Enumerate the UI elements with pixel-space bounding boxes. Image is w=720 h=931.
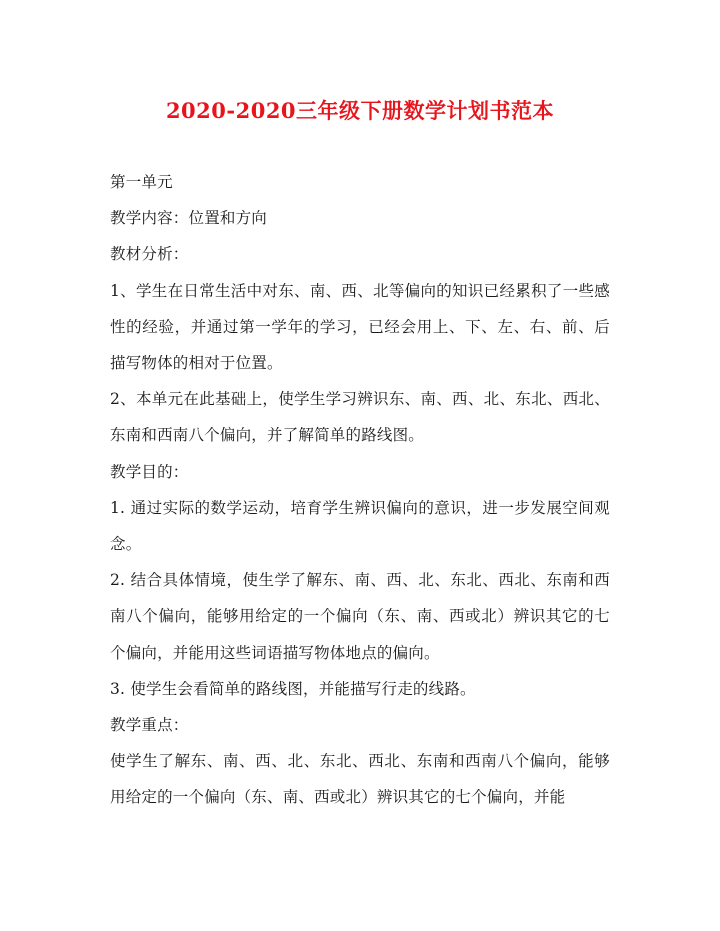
paragraph-teaching-content: 教学内容：位置和方向	[110, 209, 268, 228]
document-body	[110, 164, 610, 816]
paragraph-key-points-heading: 教学重点：	[110, 716, 189, 735]
paragraph-material-analysis-heading: 教材分析：	[110, 245, 189, 264]
paragraph-analysis-item-1: 1、学生在日常生活中对东、南、西、北等偏向的知识已经累积了一些感性的经验，并通过第一学年的学习，已经会用上、下、左、右、前、后描写物体的相对于位置。	[110, 281, 610, 373]
paragraph-goal-2: 2. 结合具体情境，使生学了解东、南、西、北、东北、西北、东南和西南八个偏向，能够用给定的一个偏向（东、南、西或北）辨识其它的七个偏向，并能用这些词语描写物体地点的偏向。	[110, 571, 610, 662]
paragraph-analysis-item-2: 2、本单元在此基础上，使学生学习辨识东、南、西、北、东北、西北、东南和西南八个偏向，并了解简单的路线图。	[110, 390, 610, 445]
paragraph-key-points-text: 使学生了解东、南、西、北、东北、西北、东南和西南八个偏向，能够用给定的一个偏向（东、南、西或北）辨识其它的七个偏向，并能	[110, 752, 610, 807]
paragraph-goal-1: 1. 通过实际的数学运动，培育学生辨识偏向的意识，进一步发展空间观念。	[110, 498, 610, 554]
paragraph-teaching-goals-heading: 教学目的：	[110, 462, 189, 481]
paragraph-unit-heading: 第一单元	[110, 173, 173, 191]
paragraph-goal-3: 3. 使学生会看简单的路线图，并能描写行走的线路。	[110, 679, 476, 698]
document-title: 2020-2020三年级下册数学计划书范本	[165, 98, 555, 123]
